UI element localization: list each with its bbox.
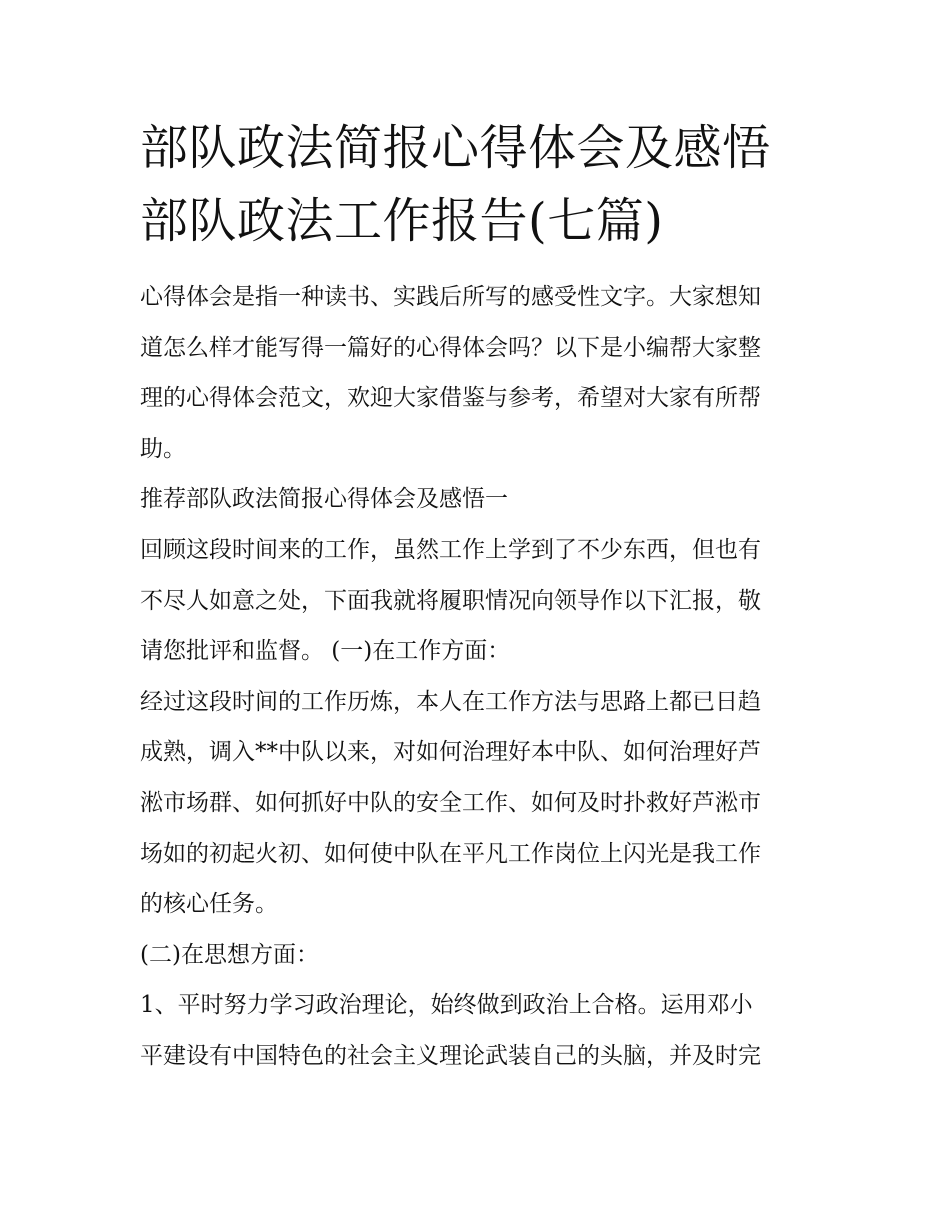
body-line-9: 经过这段时间的工作历炼，本人在工作方法与思路上都已日趋 — [140, 688, 761, 715]
body-line-1: 心得体会是指一种读书、实践后所写的感受性文字。大家想知 — [140, 284, 761, 310]
body-line-6: 回顾这段时间来的工作，虽然工作上学到了不少东西，但也有 — [140, 536, 761, 563]
document-body — [140, 272, 820, 1082]
document-content — [140, 112, 820, 1082]
title-line-2: 部队政法工作报告(七篇) — [140, 193, 664, 249]
title-line-1: 部队政法简报心得体会及感悟 — [140, 120, 771, 176]
body-line-16: 平建设有中国特色的社会主义理论武装自己的头脑，并及时完 — [140, 1042, 761, 1069]
body-line-4: 助。 — [140, 435, 186, 462]
body-line-2: 道怎么样才能写得一篇好的心得体会吗？以下是小编帮大家整 — [140, 334, 761, 361]
section-heading-1: 推荐部队政法简报心得体会及感悟一 — [140, 486, 508, 513]
body-line-10: 成熟，调入**中队以来，对如何治理好本中队、如何治理好芦 — [140, 739, 761, 766]
body-line-13: 的核心任务。 — [140, 891, 278, 918]
body-line-3: 理的心得体会范文，欢迎大家借鉴与参考，希望对大家有所帮 — [140, 385, 761, 412]
body-line-11: 淞市场群、如何抓好中队的安全工作、如何及时扑救好芦淞市 — [140, 789, 761, 816]
document-title — [140, 112, 820, 258]
body-line-7: 不尽人如意之处，下面我就将履职情况向领导作以下汇报，敬 — [140, 587, 761, 614]
body-line-8: 请您批评和监督。 (一)在工作方面： — [140, 638, 511, 665]
body-line-12: 场如的初起火初、如何使中队在平凡工作岗位上闪光是我工作 — [140, 840, 761, 867]
subsection-heading-2: (二)在思想方面： — [140, 941, 319, 968]
body-line-15: 1、平时努力学习政治理论，始终做到政治上合格。运用邓小 — [140, 992, 753, 1019]
